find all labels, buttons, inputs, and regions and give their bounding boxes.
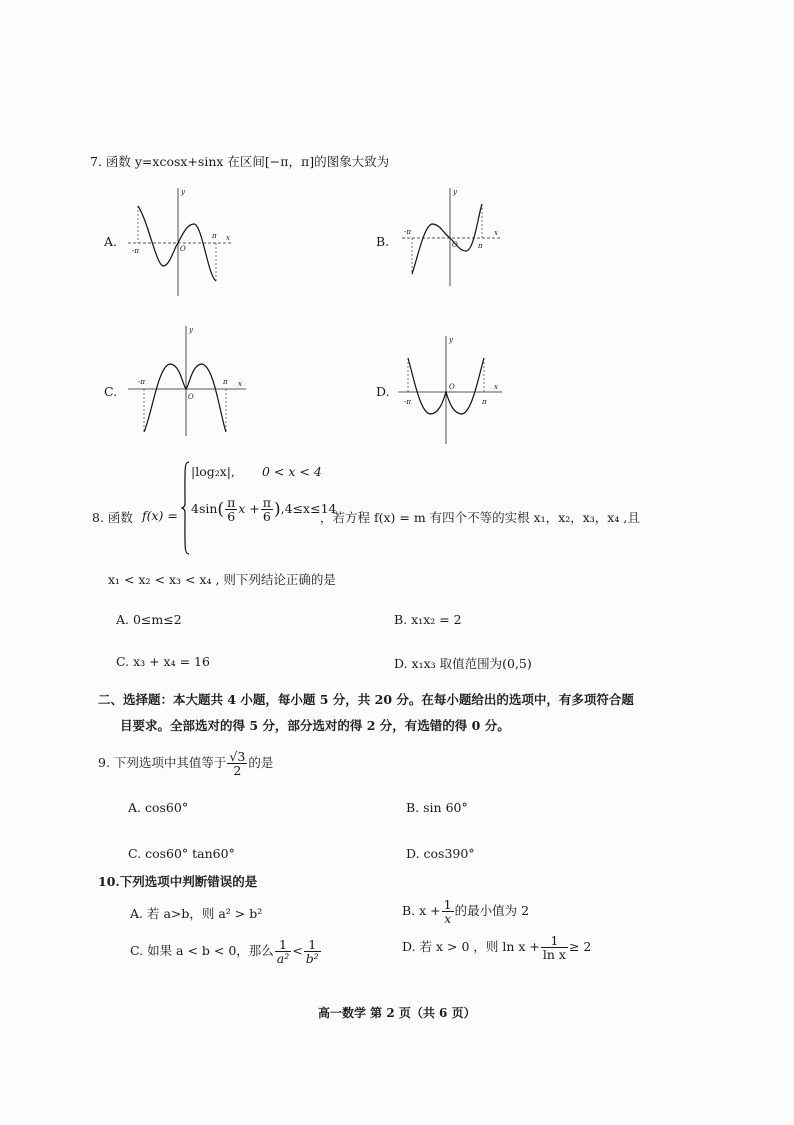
q8-case2-pi-2: π [262,495,271,510]
q9-prefix: 9. 下列选项中其值等于 [98,755,227,771]
q8-brace [181,460,191,556]
graph-c-neg-pi: -π [138,378,145,386]
q7-graph-b [402,186,512,296]
section2-line1: 二、选择题：本大题共 4 小题，每小题 5 分，共 20 分。在每小题给出的选项中，有多项符合题 [98,692,634,707]
graph-b-curve [412,204,482,274]
graph-b-origin: O [452,241,458,249]
q10-stem: 10.下列选项中判断错误的是 [98,874,258,889]
q8-case2-lead: 4sin [191,501,218,517]
q10-c-den2: b² [305,951,319,967]
q7-graph-a [128,186,238,296]
graph-c-pos-pi: π [223,378,228,386]
graph-c-y-label: y [189,326,193,334]
q7-stem: 7. 函数 y=xcosx+sinx 在区间[−π，π]的图象大致为 [90,154,390,169]
q8-case2-x: x + [238,501,260,517]
q9-stem [98,750,273,777]
q10-c-num1: 1 [275,938,291,952]
q9-suffix: 的是 [248,755,274,771]
graph-c-curve [144,364,226,432]
q10-c-den1: a² [276,951,290,967]
q10-b-den: x [444,911,452,927]
q8-case2-six-1: 6 [227,509,236,525]
page-footer: 高一数学 第 2 页（共 6 页） [318,1006,476,1020]
q10-d-den: ln x [542,947,566,963]
q10-option-d: D. 若 x > 0 ，则 ln x + $\frac{1}{\text{ln x}}$ ≥ 2 [402,933,592,963]
graph-d-pos-pi: π [482,398,487,406]
q8-option-d: D. x₁x₃ 取值范围为(0,5) [394,656,532,671]
q9-option-b: B. sin 60° [406,800,468,815]
graph-a-neg-pi: -π [132,247,139,255]
q9-option-d: D. cos390° [406,846,475,861]
q8-option-b: B. x₁x₂ = 2 [394,612,462,627]
q9-option-c: C. cos60° tan60° [128,846,235,861]
q7-option-b-label: B. [376,234,390,249]
q8-option-a: A. 0≤m≤2 [116,612,182,627]
graph-a-y-label: y [181,188,185,196]
q8-suffix: ，若方程 f(x) = m 有四个不等的实根 x₁，x₂，x₃，x₄ ,且 [320,510,640,525]
q8-fx: f(x) = [142,508,178,523]
q7-graph-d [398,334,508,444]
graph-a-origin: O [180,245,186,253]
q10-option-c: C. 如果 a < b < 0，那么 $\frac{1}{\text{a²}}$ < $\frac{1}{\text{b²}}$ [130,937,319,967]
graph-d-x-label: x [494,383,498,391]
q8-case2: 4sin( $\frac{\pi}{6}$ x + $\frac{\pi}{6}$ ),4≤x≤14 [191,495,337,525]
graph-b-neg-pi: -π [404,228,411,236]
graph-c-x-label: x [238,380,242,388]
q8-case1-expr: |log₂x|, [191,464,235,479]
q8-case2-tail: ,4≤x≤14 [280,501,337,517]
q7-graph-c [128,324,253,439]
graph-b-pos-pi: π [478,242,483,250]
graph-a-pos-pi: π [212,232,217,240]
graph-d-neg-pi: -π [404,398,411,406]
section2-line2: 目要求。全部选对的得 5 分，部分选对的得 2 分，有选错的得 0 分。 [120,718,510,733]
q7-option-c-label: C. [104,384,118,399]
q10-option-a: A. 若 a>b，则 a² > b² [130,906,263,921]
graph-b-x-label: x [494,229,498,237]
q10-c-num2: 1 [304,938,321,952]
q8-prefix: 8. 函数 [92,510,133,525]
q8-case2-six-2: 6 [262,509,271,525]
graph-b-y-label: y [453,188,457,196]
q10-option-b: B. x + $\frac{1}{x}$ 的最小值为 2 [402,897,530,927]
q8-case2-pi-1: π [227,495,236,510]
q10-b-num: 1 [443,897,452,912]
q10-d-num: 1 [541,934,568,948]
graph-c-origin: O [188,393,194,401]
q8-case1-cond: 0 < x < 4 [262,464,322,479]
graph-d-y-label: y [449,336,453,344]
q9-option-a: A. cos60° [128,800,189,815]
q8-option-c: C. x₃ + x₄ = 16 [116,654,210,669]
q8-line2: x₁ < x₂ < x₃ < x₄ , 则下列结论正确的是 [108,572,336,587]
graph-a-x-label: x [226,234,230,242]
q9-den: 2 [233,763,242,779]
q7-option-a-label: A. [104,234,118,249]
q7-option-d-label: D. [376,384,390,399]
graph-a-curve [138,206,216,281]
graph-d-origin: O [449,383,455,391]
q9-num: √3 [229,749,246,764]
